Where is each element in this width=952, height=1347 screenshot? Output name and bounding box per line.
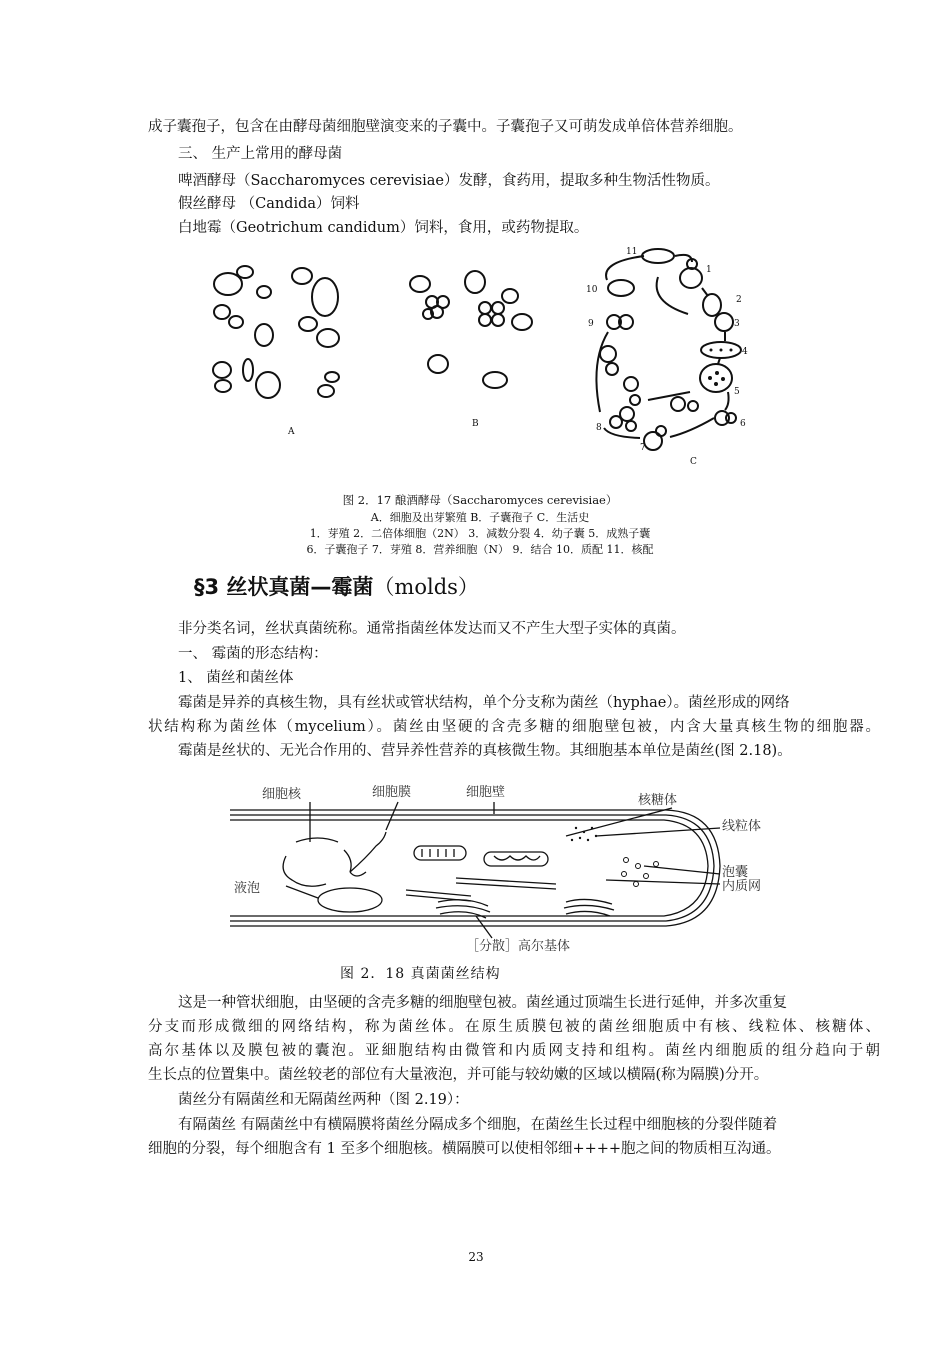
paragraph-line: 分支而形成微细的网络结构，称为菌丝体。在原生质膜包被的菌丝细胞质中有核、线粒体、核糖体、 — [148, 1019, 880, 1035]
cycle-number: 7 — [640, 443, 646, 453]
paragraph-line: 啤酒酵母（Saccharomyces cerevisiae）发酵，食药用，提取多种生物活性物质。 — [178, 173, 720, 189]
cycle-number: 10 — [586, 285, 598, 295]
paragraph-line: 这是一种管状细胞，由坚硬的含壳多糖的细胞壁包被。菌丝通过顶端生长进行延伸，并多次重复 — [178, 995, 787, 1011]
cycle-number: 8 — [596, 423, 602, 433]
paragraph-line: 白地霉（Geotrichum candidum）饲料，食用，或药物提取。 — [178, 220, 589, 236]
section-heading-main: §3 丝状真菌—霉菌 — [194, 575, 374, 599]
hypha-figure — [226, 780, 786, 960]
paragraph-line: 细胞的分裂，每个细胞含有 1 至多个细胞核。横隔膜可以使相邻细++++胞之间的物质相互沟通。 — [148, 1141, 781, 1157]
panel-label-c: C — [690, 457, 697, 467]
subsection-heading: 1、 菌丝和菌丝体 — [178, 670, 294, 686]
label-mitochondria: 线粒体 — [722, 819, 762, 834]
cycle-number: 9 — [588, 319, 594, 329]
paragraph-line: 有隔菌丝 有隔菌丝中有横隔膜将菌丝分隔成多个细胞，在菌丝生长过程中细胞核的分裂伴随着 — [178, 1117, 778, 1133]
label-vacuole: 液泡 — [234, 881, 261, 896]
section-heading-latin: （molds） — [373, 575, 479, 599]
paragraph-line: 假丝酵母 （Candida）饲料 — [178, 196, 360, 212]
paragraph-line: 生长点的位置集中。菌丝较老的部位有大量液泡，并可能与较幼嫩的区域以横隔(称为隔膜)分开。 — [148, 1067, 769, 1083]
label-golgi: ［分散］高尔基体 — [466, 939, 571, 954]
page-number: 23 — [468, 1250, 484, 1264]
label-cell-wall: 细胞壁 — [466, 785, 506, 800]
cycle-number: 1 — [706, 265, 712, 275]
paragraph-line: 高尔基体以及膜包被的囊泡。亚細胞结构由微管和内质网支持和组构。菌丝内细胞质的组分趋向于朝 — [148, 1043, 880, 1059]
paragraph-line: 状结构称为菌丝体（mycelium）。菌丝由坚硬的含壳多糖的细胞壁包被，内含大量真核生物的细胞器。 — [148, 719, 880, 735]
cycle-number: 3 — [734, 319, 740, 329]
figure-caption-line: 1．芽殖 2．二倍体细胞（2N） 3．减数分裂 4．幼子囊 5．成熟子囊 — [309, 527, 651, 540]
label-vesicle: 泡囊 — [722, 865, 749, 880]
figure-caption: 图 2．18 真菌菌丝结构 — [340, 966, 501, 982]
cycle-number: 2 — [736, 295, 742, 305]
subsection-heading: 三、 生产上常用的酵母菌 — [178, 146, 343, 162]
figure-caption-line: A．细胞及出芽繁殖 B．子囊孢子 C．生活史 — [370, 511, 590, 524]
cycle-number: 6 — [740, 419, 746, 429]
paragraph-line: 成子囊孢子，包含在由酵母菌细胞壁演变来的子囊中。子囊孢子又可萌发成单倍体营养细胞。 — [148, 119, 743, 135]
panel-label-a: A — [288, 427, 295, 437]
label-nucleus: 细胞核 — [262, 787, 302, 802]
figure-caption-title: 图 2．17 酿酒酵母（Saccharomyces cerevisiae） — [342, 493, 618, 507]
cycle-number: 5 — [734, 387, 740, 397]
label-ribosome: 核糖体 — [638, 793, 678, 808]
paragraph-line: 非分类名词，丝状真菌统称。通常指菌丝体发达而又不产生大型子实体的真菌。 — [178, 621, 686, 637]
panel-label-b: B — [472, 419, 479, 429]
label-cell-membrane: 细胞膜 — [372, 785, 412, 800]
paragraph-line: 霉菌是丝状的、无光合作用的、营异养性营养的真核微生物。其细胞基本单位是菌丝(图 2.18)。 — [178, 743, 792, 759]
paragraph-line: 霉菌是异养的真核生物，具有丝状或管状结构，单个分支称为菌丝（hyphae）。菌丝形成的网络 — [178, 695, 790, 711]
cycle-number: 11 — [626, 247, 638, 257]
label-endoplasmic-reticulum: 内质网 — [722, 879, 762, 894]
section-heading — [194, 572, 479, 602]
paragraph-line: 菌丝分有隔菌丝和无隔菌丝两种（图 2.19）： — [178, 1092, 469, 1108]
cycle-number: 4 — [742, 347, 748, 357]
figure-caption-line: 6．子囊孢子 7．芽殖 8．营养细胞（N） 9．结合 10．质配 11．核配 — [306, 543, 654, 556]
subsection-heading: 一、 霉菌的形态结构： — [178, 646, 328, 662]
